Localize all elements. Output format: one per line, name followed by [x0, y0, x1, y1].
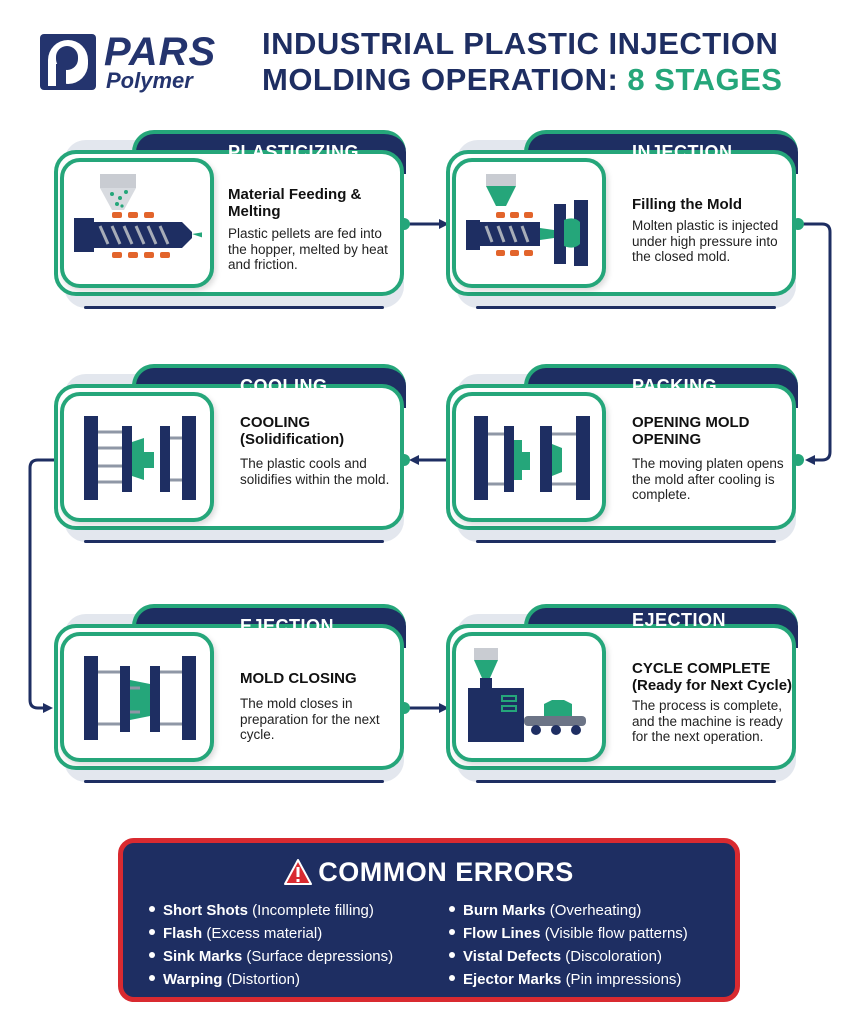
errors-right-column — [449, 899, 688, 991]
error-item: Flash (Excess material) — [149, 922, 393, 945]
arrow-stage4-to-stage5 — [30, 460, 56, 708]
stage-description: The plastic cools and solidifies within the mold. — [240, 456, 390, 487]
errors-title-text: COMMON ERRORS — [318, 857, 574, 887]
error-item: Flow Lines (Visible flow patterns) — [449, 922, 688, 945]
stage-subtitle: Material Feeding & Melting — [228, 186, 362, 220]
errors-title — [123, 857, 735, 888]
stage-subtitle: CYCLE COMPLETE (Ready for Next Cycle) — [632, 660, 793, 694]
error-item: Short Shots (Incomplete filling) — [149, 899, 393, 922]
injection-mold-icon — [452, 158, 606, 288]
title-main: MOLDING OPERATION: — [262, 62, 619, 97]
brand-sub: Polymer — [106, 68, 193, 93]
stage-header: COOLING — [240, 376, 328, 396]
stage-subtitle: Filling the Mold — [632, 196, 742, 213]
stage-card-cooling — [54, 364, 406, 542]
stage-subtitle: OPENING MOLD OPENING — [632, 414, 750, 448]
stage-card-plasticizing — [54, 130, 406, 308]
stage-subtitle: COOLING (Solidification) — [240, 414, 345, 448]
error-item: Burn Marks (Overheating) — [449, 899, 688, 922]
title-accent: 8 STAGES — [627, 62, 783, 97]
stage-subtitle: MOLD CLOSING — [240, 670, 357, 687]
stage-header: EJECTION — [240, 616, 335, 636]
error-item: Warping (Distortion) — [149, 968, 393, 991]
mold-open-icon — [452, 392, 606, 522]
mold-closing-icon — [60, 632, 214, 762]
stage-card-packing — [446, 364, 798, 542]
stage-header: PLASTICIZING — [228, 142, 359, 162]
common-errors-panel — [118, 838, 740, 1002]
stage-card-injection — [446, 130, 798, 308]
stage-description: Plastic pellets are fed into the hopper, melted by heat and friction. — [228, 226, 388, 272]
arrow-stage2-to-stage3 — [798, 224, 830, 460]
stage-card-ejection — [54, 604, 406, 782]
warning-icon — [284, 859, 312, 885]
stage-header — [632, 610, 726, 647]
machine-conveyor-icon — [452, 632, 606, 762]
stage-description: Molten plastic is injected under high pressure into the closed mold. — [632, 218, 779, 264]
stage-description: The process is complete, and the machine is ready for the next operation. — [632, 698, 783, 744]
stage-header: PACKING — [632, 376, 718, 396]
error-item: Ejector Marks (Pin impressions) — [449, 968, 688, 991]
page-title-line1: INDUSTRIAL PLASTIC INJECTION — [262, 26, 779, 61]
error-item: Vistal Defects (Discoloration) — [449, 945, 688, 968]
screw-barrel-icon — [60, 158, 214, 288]
stage-header: INJECTION — [632, 142, 733, 162]
stage-header-sub: (Part Removal) — [632, 632, 724, 647]
stage-description: The moving platen opens the mold after cooling is complete. — [632, 456, 784, 502]
stage-description: The mold closes in preparation for the next cycle. — [240, 696, 380, 742]
brand-name: PARS — [104, 30, 217, 74]
mold-cooling-icon — [60, 392, 214, 522]
error-item: Sink Marks (Surface depressions) — [149, 945, 393, 968]
stage-header-main: EJECTION — [632, 610, 727, 630]
errors-left-column — [149, 899, 393, 991]
stage-card-part-removal — [446, 604, 798, 782]
